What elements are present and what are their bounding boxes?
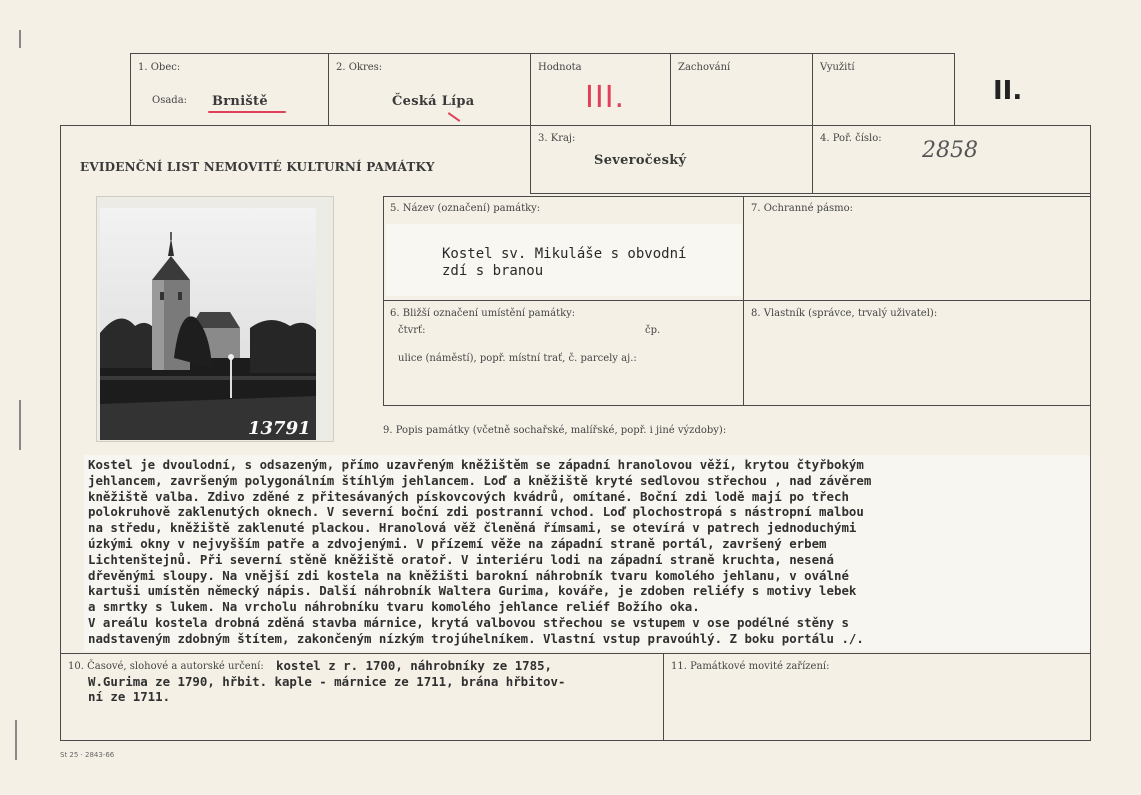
- divider: [530, 53, 531, 193]
- dating-line: kostel z r. 1700, náhrobníky ze 1785,: [276, 658, 553, 673]
- obec-label: 1. Obec:: [138, 62, 181, 73]
- divider: [328, 53, 329, 125]
- popis-label: 9. Popis památky (včetně sochařské, malířské, popř. i jiné výzdoby):: [383, 425, 727, 436]
- edge-mark: [15, 720, 17, 760]
- top-border: [130, 53, 955, 54]
- description-line: nadstaveným zdobným štítem, zakončeným nízkým trojúhelníkem. Vlastní vstup pravoúhlý. Z boku portálu ./.: [88, 630, 864, 646]
- left-border-top: [130, 53, 131, 125]
- description-line: polokruhově zaklenutých oknech. V severní boční zdi postranní vchod. Loď plochostropá s nástropní malbou: [88, 504, 864, 520]
- photo-number: 13791: [248, 418, 311, 439]
- church-photo: [100, 208, 316, 440]
- divider: [60, 125, 1090, 126]
- description-line: V areálu kostela drobná zděná stavba márnice, krytá valbovou střechou se vstupem v ose podélné stěny s: [88, 614, 849, 630]
- divider: [383, 405, 1090, 406]
- divider: [383, 300, 1090, 301]
- por-cislo-label: 4. Poř. číslo:: [820, 133, 882, 144]
- por-cislo-value: 2858: [922, 138, 978, 163]
- corner-mark: II.: [993, 76, 1023, 106]
- divider: [954, 53, 955, 125]
- divider: [812, 53, 813, 193]
- ulice-label: ulice (náměstí), popř. místní trať, č. parcely aj.:: [398, 353, 637, 364]
- divider: [383, 196, 1090, 197]
- movite-label: 11. Památkové movité zařízení:: [671, 661, 830, 672]
- right-border: [1090, 125, 1091, 740]
- divider: [530, 193, 1090, 194]
- description-line: na středu, kněžiště zaklenuté plackou. Hranolová věž členěná římsami, se otevírá v patrech jednoduchými: [88, 520, 857, 536]
- divider: [60, 653, 1090, 654]
- zachovani-label: Zachování: [678, 62, 731, 73]
- nazev-line-2: zdí s branou: [442, 263, 544, 279]
- nazev-label: 5. Název (označení) památky:: [390, 203, 541, 214]
- description-line: Lichtenštejnů. Při severní stěně kněžiště oratoř. V interiéru lodi na západní straně kruchta, nesená: [88, 551, 834, 567]
- nazev-line-1: Kostel sv. Mikuláše s obvodní: [442, 246, 687, 262]
- description-line: a smrtky s lukem. Na vrcholu náhrobníku tvaru komolého jehlance reliéf Božího oka.: [88, 599, 700, 615]
- umisteni-label: 6. Bližší označení umístění památky:: [390, 308, 576, 319]
- cp-label: čp.: [645, 325, 661, 336]
- hodnota-label: Hodnota: [538, 62, 582, 73]
- description-line: úzkými okny v nejvyšším patře a zdvojenými. V přízemí věže na západní straně portál, završený erbem: [88, 535, 827, 551]
- okres-value: Česká Lípa: [392, 94, 475, 109]
- ochranne-label: 7. Ochranné pásmo:: [751, 203, 854, 214]
- description-text: [88, 457, 1088, 647]
- osada-value: Brniště: [212, 94, 268, 109]
- edge-mark: [19, 30, 21, 48]
- red-underline: [208, 111, 286, 113]
- kraj-value: Severočeský: [594, 153, 687, 168]
- osada-label: Osada:: [152, 95, 188, 106]
- dating-line: W.Gurima ze 1790, hřbit. kaple - márnice ze 1711, brána hřbitov-: [88, 673, 566, 689]
- description-line: dřevěnými sloupy. Na vnější zdi kostela na kněžišti barokní náhrobník tvaru komolého jehlanu, v oválné: [88, 567, 849, 583]
- form-title: EVIDENČNÍ LIST NEMOVITÉ KULTURNÍ PAMÁTKY: [80, 160, 435, 174]
- edge-mark: [19, 400, 21, 450]
- dating-line: ní ze 1711.: [88, 689, 171, 704]
- description-line: Kostel je dvoulodní, s odsazeným, přímo uzavřeným kněžištěm se západní hranolovou věží, krytou čtyřbokým: [88, 457, 864, 472]
- red-tick: [448, 112, 461, 122]
- ctvrt-label: čtvrť:: [398, 325, 426, 336]
- okres-label: 2. Okres:: [336, 62, 383, 73]
- hodnota-value: III.: [585, 80, 626, 115]
- description-line: kněžiště valba. Zdivo zděné z přitesávaných pískovcových kvádrů, omítané. Boční zdi lodě mají po třech: [88, 488, 849, 504]
- kraj-label: 3. Kraj:: [538, 133, 576, 144]
- description-line: jehlancem, završeným polygonálním štíhlým jehlancem. Loď a kněžiště kryté sedlovou střechou , nad závěrem: [88, 472, 872, 488]
- divider: [383, 196, 384, 406]
- divider: [663, 653, 664, 740]
- casove-label: 10. Časové, slohové a autorské určení:: [68, 661, 264, 672]
- vyuziti-label: Využití: [820, 62, 855, 73]
- dating-text: [88, 658, 565, 705]
- form-footer: St 25 · 2843-66: [60, 751, 115, 759]
- vlastnik-label: 8. Vlastník (správce, trvalý uživatel):: [751, 308, 938, 319]
- divider: [670, 53, 671, 125]
- divider: [743, 196, 744, 406]
- left-border: [60, 125, 61, 740]
- description-line: kartuši umístěn německý nápis. Další náhrobník Waltera Gurima, kováře, je zdoben reliéfy s motivy lebek: [88, 583, 857, 599]
- bottom-border: [60, 740, 1091, 741]
